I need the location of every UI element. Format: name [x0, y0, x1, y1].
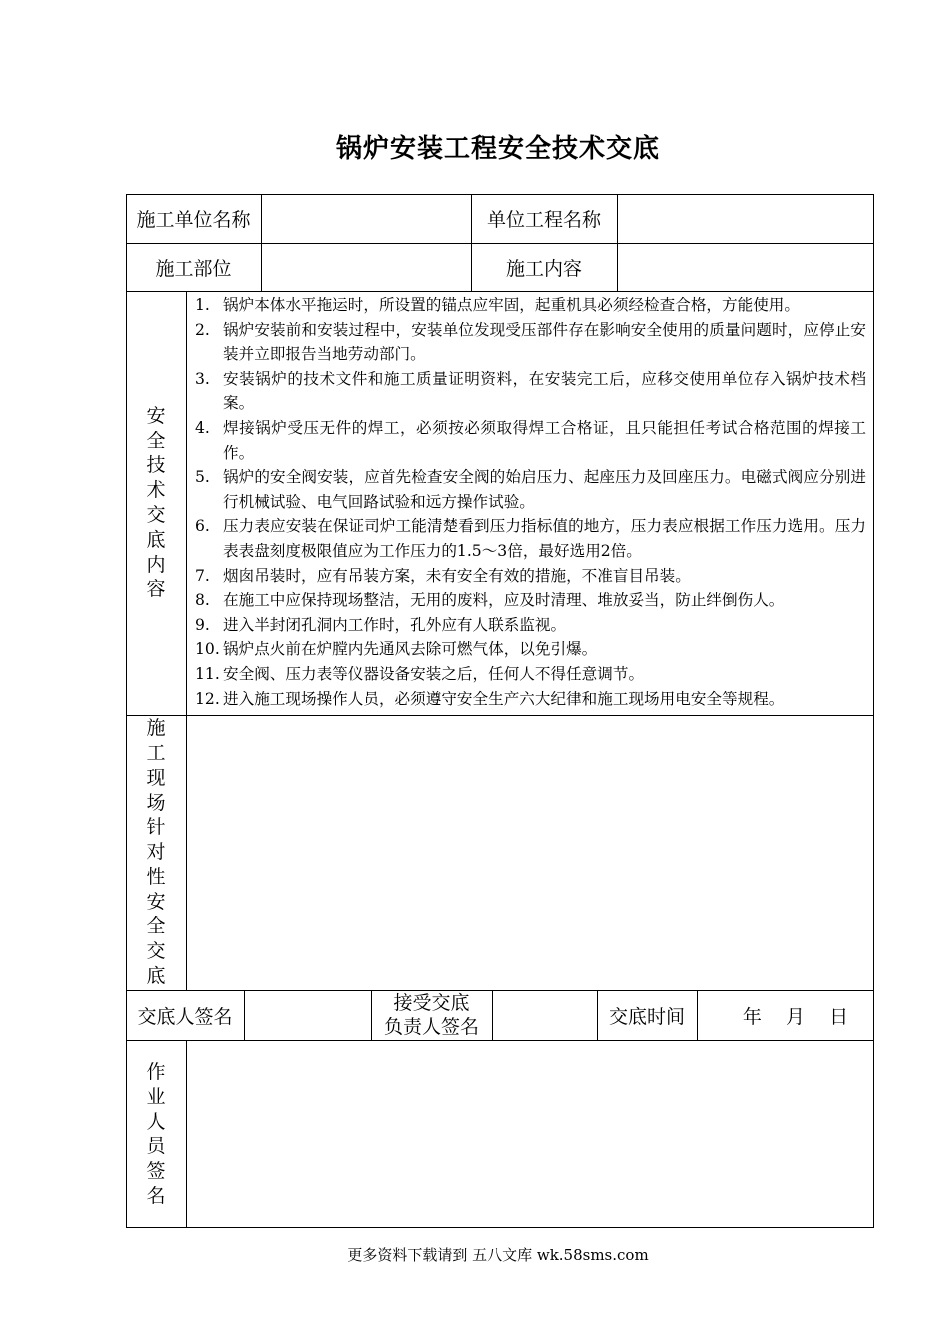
safety-item: [192, 687, 866, 712]
safety-item-number: 12.: [195, 689, 220, 708]
date-field[interactable]: 年 月 日: [742, 1005, 849, 1028]
safety-item-text: 进入施工现场操作人员，必须遵守安全生产六大纪律和施工现场用电安全等规程。: [223, 689, 785, 708]
vertical-label-char: 员: [146, 1135, 166, 1158]
project-name-label: 单位工程名称: [486, 209, 601, 231]
safety-item-number: 7.: [195, 566, 210, 585]
vertical-label-char: 全: [146, 429, 166, 452]
safety-item-number: 10.: [195, 640, 220, 659]
safety-item-number: 2.: [195, 320, 210, 339]
safety-item-text: 安全阀、压力表等仪器设备安装之后，任何人不得任意调节。: [223, 664, 645, 683]
safety-item: [192, 465, 866, 514]
safety-item-text: 在施工中应保持现场整洁，无用的废料，应及时清理、堆放妥当，防止绊倒伤人。: [223, 591, 785, 610]
vertical-label-char: 技: [146, 454, 166, 477]
receiver-label: [371, 990, 492, 1040]
vertical-label-char: 工: [146, 741, 166, 764]
unit-name-label: 施工单位名称: [136, 209, 251, 231]
content-label: 施工内容: [505, 257, 582, 280]
safety-item: [192, 662, 866, 687]
row-divider: [126, 291, 874, 292]
vertical-label-char: 施: [146, 717, 166, 740]
project-name-field[interactable]: [617, 194, 874, 243]
site-section-label: [126, 715, 186, 990]
receiver-label-line1: 接受交底: [393, 992, 470, 1014]
vertical-label-char: 性: [146, 865, 166, 888]
safety-item-number: 3.: [195, 369, 210, 388]
content-field[interactable]: [617, 243, 874, 291]
vertical-label-char: 安: [146, 404, 166, 427]
safety-item-text: 锅炉点火前在炉膛内先通风去除可燃气体，以免引爆。: [223, 640, 598, 659]
receiver-label-line2: 负责人签名: [383, 1016, 479, 1038]
safety-section-label: [126, 291, 186, 715]
footer-text: 更多资料下载请到 五八文库 wk.58sms.com: [347, 1246, 649, 1264]
vertical-label-char: 容: [146, 578, 166, 601]
safety-item-number: 1.: [195, 296, 210, 314]
time-label: 交底时间: [608, 1005, 685, 1028]
safety-item-text: 锅炉安装前和安装过程中，安装单位发现受压部件存在影响安全使用的质量问题时，应停止安装并立即报告当地劳动部门。: [223, 320, 866, 364]
vertical-label-char: 业: [146, 1085, 166, 1108]
safety-item-text: 焊接锅炉受压无件的焊工，必须按必须取得焊工合格证，且只能担任考试合格范围的焊接工作。: [223, 418, 866, 462]
safety-item: [192, 514, 866, 563]
safety-item-text: 进入半封闭孔洞内工作时，孔外应有人联系监视。: [223, 615, 567, 634]
safety-item-number: 6.: [195, 517, 210, 536]
site-section-content[interactable]: [186, 715, 874, 990]
vertical-label-char: 名: [146, 1184, 166, 1207]
safety-item-text: 安装锅炉的技术文件和施工质量证明资料，在安装完工后，应移交使用单位存入锅炉技术档案。: [223, 369, 866, 413]
part-field[interactable]: [261, 243, 471, 291]
safety-item: [192, 613, 866, 638]
worker-section-label: [126, 1040, 186, 1228]
unit-name-field[interactable]: [261, 194, 471, 243]
safety-item-text: 压力表应安装在保证司炉工能清楚看到压力指标值的地方，压力表应根据工作压力选用。压力表表盘刻度极限值应为工作压力的1.5～3倍，最好选用2倍。: [223, 517, 866, 560]
safety-item: [192, 318, 866, 367]
receiver-signature-field[interactable]: [492, 990, 597, 1040]
safety-item-text: 锅炉的安全阀安装，应首先检查安全阀的始启压力、起座压力及回座压力。电磁式阀应分别进行机械试验、电气回路试验和远方操作试验。: [223, 468, 866, 511]
safety-item: [192, 293, 866, 318]
vertical-label-char: 签: [146, 1160, 166, 1183]
vertical-label-char: 全: [146, 915, 166, 938]
vertical-label-char: 术: [146, 479, 166, 502]
vertical-label-char: 底: [146, 965, 166, 988]
vertical-label-char: 针: [146, 816, 166, 839]
safety-item-number: 5.: [195, 468, 210, 487]
vertical-label-char: 场: [146, 791, 166, 814]
vertical-label-char: 内: [146, 553, 166, 576]
safety-item-number: 8.: [195, 591, 210, 610]
discloser-signature-field[interactable]: [244, 990, 371, 1040]
safety-items-list: [192, 293, 866, 711]
vertical-label-char: 人: [146, 1110, 166, 1133]
safety-item: [192, 564, 866, 589]
safety-item: [192, 367, 866, 416]
safety-item-number: 11.: [195, 664, 220, 683]
discloser-label: 交底人签名: [137, 1005, 233, 1028]
vertical-label-char: 底: [146, 528, 166, 551]
document-title: 锅炉安装工程安全技术交底: [335, 134, 660, 164]
vertical-label-char: 作: [146, 1061, 166, 1083]
vertical-label-char: 交: [146, 504, 166, 526]
vertical-label-char: 现: [146, 766, 166, 789]
safety-item: [192, 637, 866, 662]
safety-item: [192, 416, 866, 465]
safety-item-text: 锅炉本体水平拖运时，所设置的锚点应牢固，起重机具必须经检查合格，方能使用。: [223, 296, 800, 314]
safety-item-text: 烟囱吊装时，应有吊装方案，未有安全有效的措施，不准盲目吊装。: [223, 566, 691, 585]
safety-item: [192, 588, 866, 613]
part-label: 施工部位: [155, 257, 232, 280]
safety-item-number: 4.: [195, 418, 210, 437]
vertical-label-char: 交: [146, 940, 166, 963]
safety-item-number: 9.: [195, 615, 210, 634]
worker-signature-area[interactable]: [186, 1040, 874, 1228]
vertical-label-char: 对: [146, 841, 166, 864]
vertical-label-char: 安: [146, 890, 166, 913]
